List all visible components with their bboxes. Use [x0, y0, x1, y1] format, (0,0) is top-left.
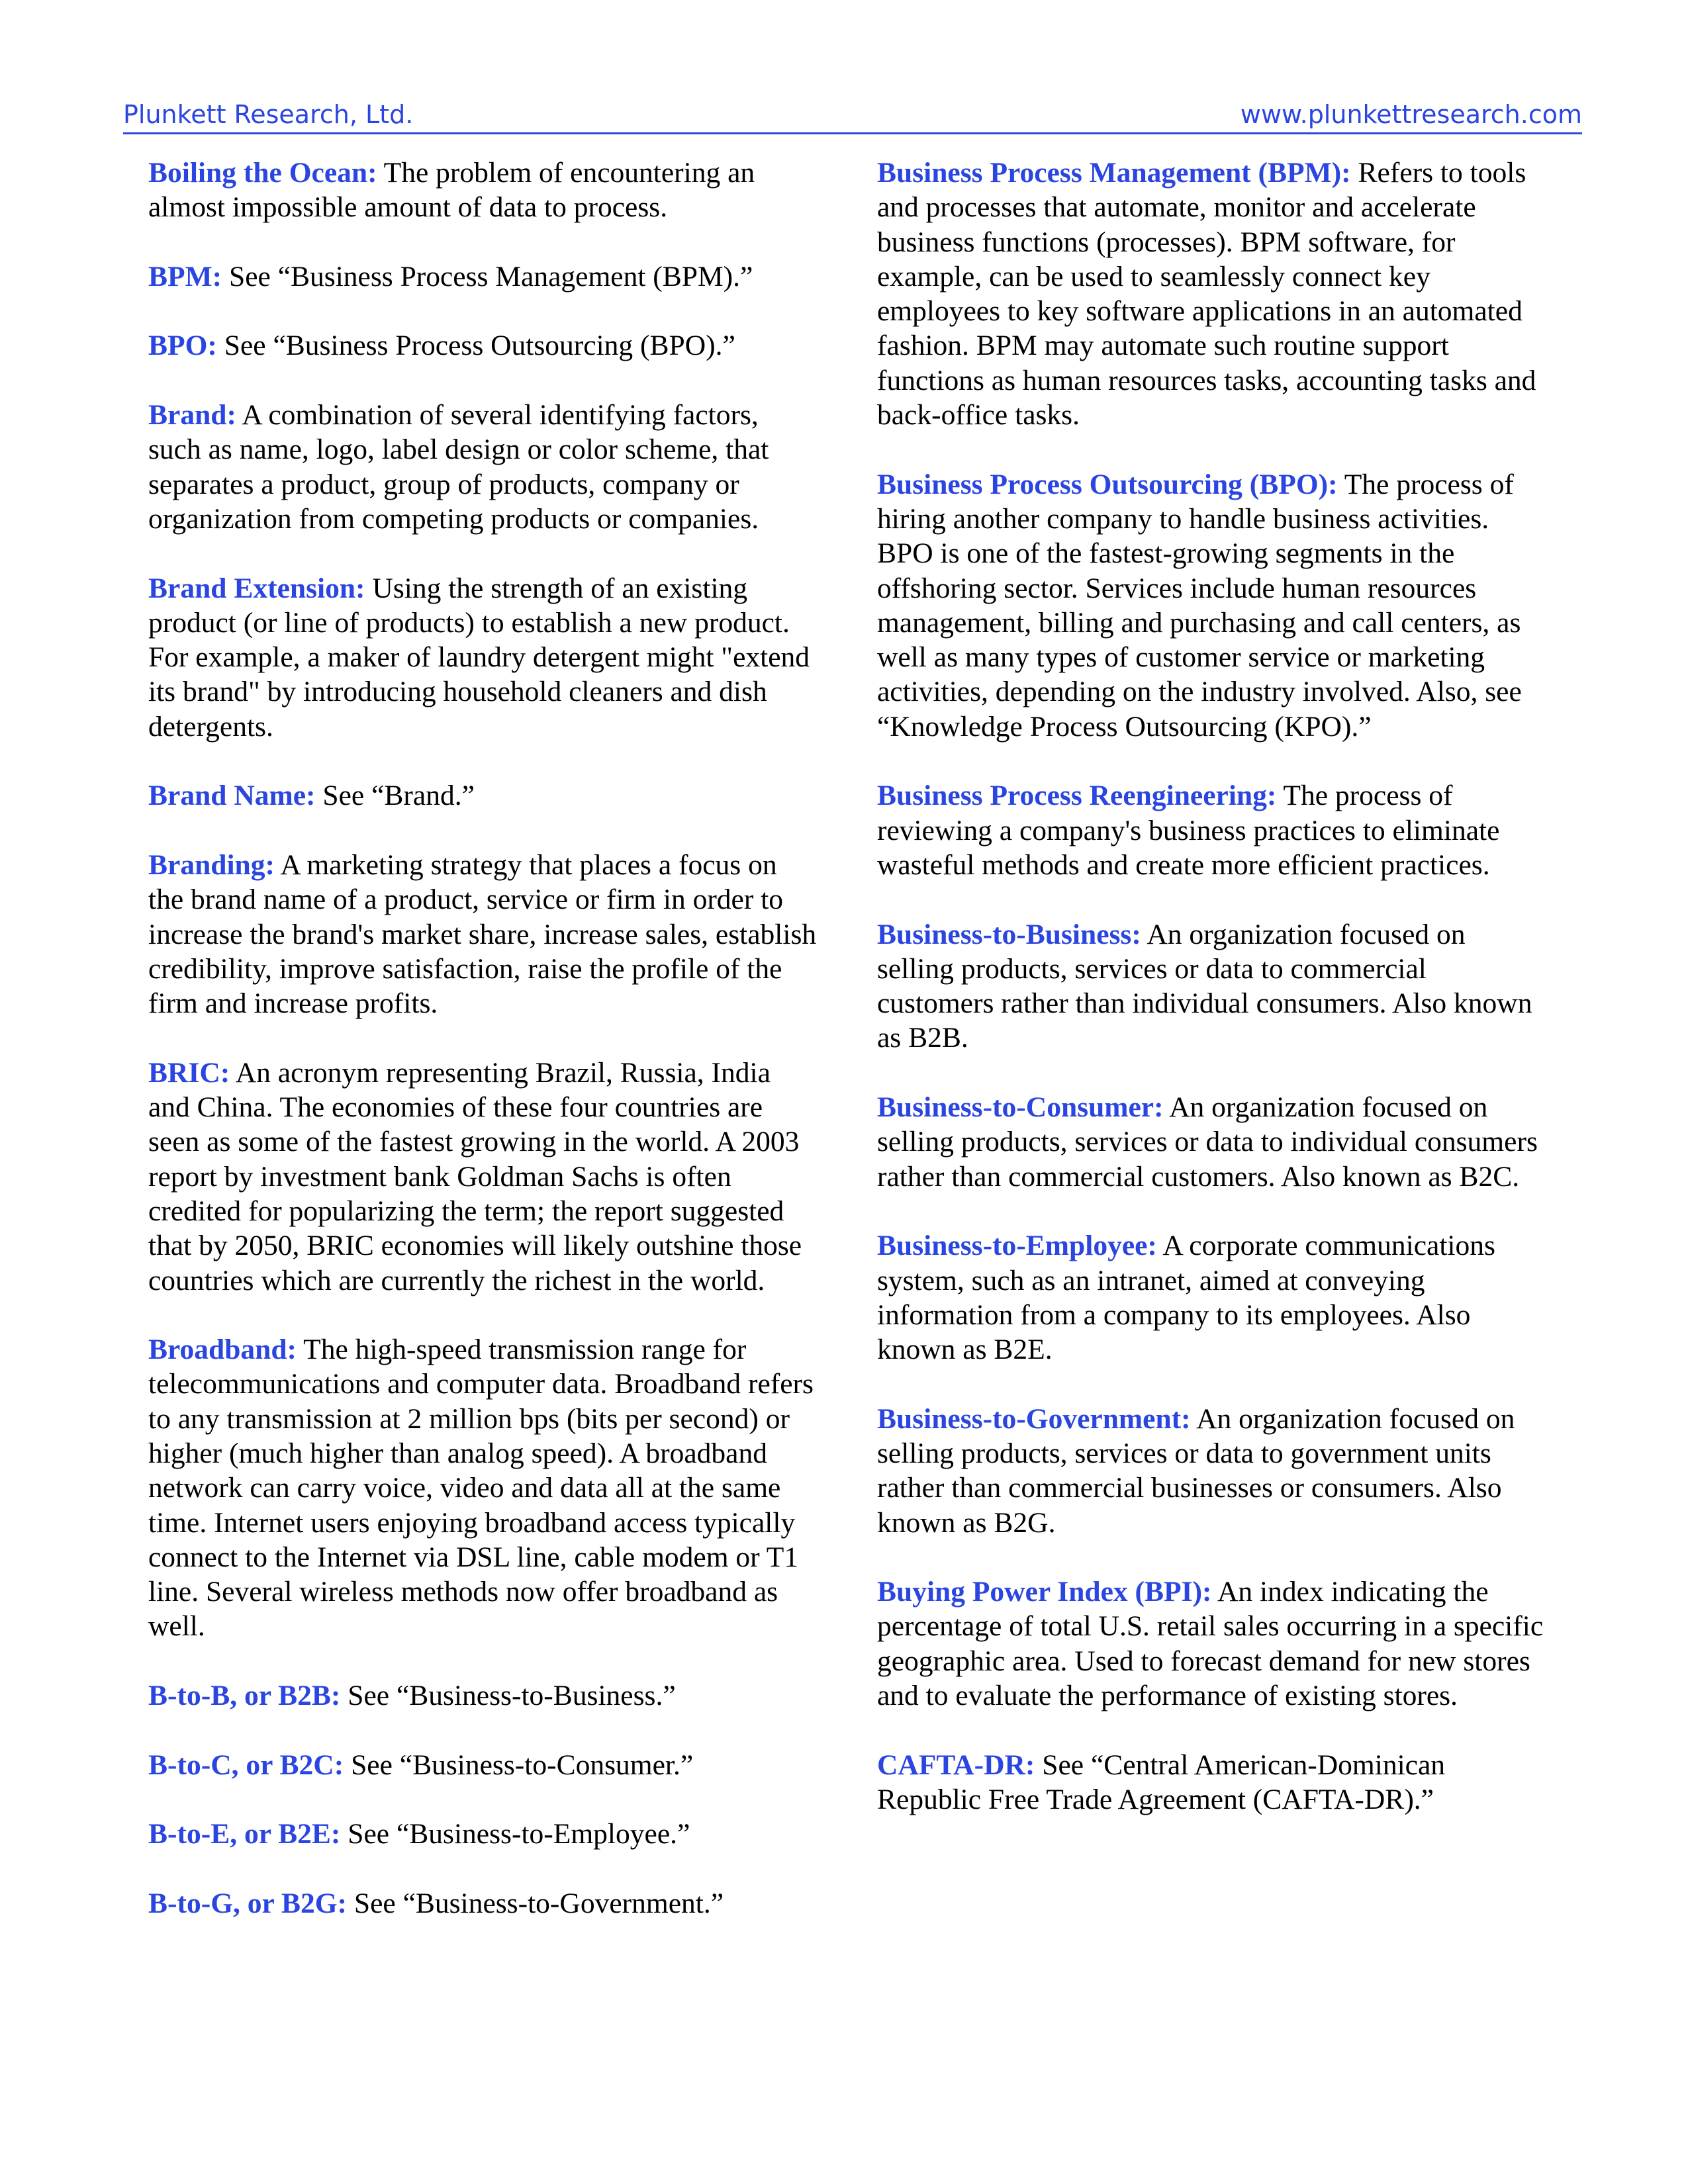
glossary-term: Business-to-Government: [877, 1402, 1191, 1435]
glossary-term: Buying Power Index (BPI): [877, 1576, 1212, 1608]
glossary-left-column [148, 156, 817, 1955]
glossary-term: Business Process Reengineering: [877, 780, 1277, 812]
glossary-term: Brand Extension: [148, 572, 365, 604]
glossary-entry [148, 1886, 817, 1921]
glossary-term: B-to-C, or B2C: [148, 1749, 344, 1781]
glossary-term: BRIC: [148, 1056, 230, 1089]
glossary-entry [148, 848, 817, 1021]
glossary-definition: A marketing strategy that places a focus on the brand name of a product, service or firm in order to increase the brand's market share, increase sales, establish credibility, improve satisfaction, raise the profile of the firm and increase profits. [148, 848, 817, 1020]
glossary-term: Business-to-Business: [877, 918, 1141, 950]
glossary-definition: An organization focused on selling products, services or data to commercial customers rather than individual consumers. Also known as B2B. [877, 918, 1532, 1054]
glossary-term: Business-to-Consumer: [877, 1091, 1164, 1124]
glossary-entry [148, 571, 817, 744]
glossary-definition: The problem of encountering an almost impossible amount of data to process. [148, 157, 755, 224]
glossary-definition: Using the strength of an existing product (or line of products) to establish a new product. For example, a maker of laundry detergent might "extend its brand" by introducing household cleaners and dish detergents. [148, 572, 810, 743]
glossary-term: Broadband: [148, 1334, 297, 1366]
glossary-term: BPO: [148, 330, 217, 362]
glossary-definition: See “Business-to-Consumer.” [344, 1749, 694, 1781]
glossary-entry [877, 156, 1546, 432]
page-header [123, 98, 1582, 134]
glossary-term: Boiling the Ocean: [148, 157, 377, 189]
glossary-entry [148, 1678, 817, 1713]
glossary-entry [877, 1574, 1546, 1713]
glossary-term: B-to-G, or B2G: [148, 1887, 348, 1919]
glossary-definition: See “Brand.” [315, 780, 475, 812]
glossary-entry [877, 467, 1546, 744]
glossary-definition: See “Business-to-Employee.” [340, 1818, 690, 1850]
glossary-entry [877, 1090, 1546, 1194]
glossary-term: Business Process Management (BPM): [877, 157, 1351, 189]
glossary-entry [148, 1748, 817, 1782]
glossary-definition: An acronym representing Brazil, Russia, India and China. The economies of these four countries are seen as some of the fastest growing in the world. A 2003 report by investment bank Goldman Sachs is often credited for popularizing the term; the report suggested that by 2050, BRIC economies will likely outshine those countries which are currently the richest in the world. [148, 1056, 802, 1297]
publisher-name: Plunkett Research, Ltd. [123, 100, 414, 129]
glossary-definition: The process of reviewing a company's business practices to eliminate wasteful methods and create more efficient practices. [877, 780, 1500, 881]
glossary-entry [148, 259, 817, 294]
publisher-url[interactable]: www.plunkettresearch.com [1240, 100, 1582, 129]
glossary-definition: The process of hiring another company to handle business activities. BPO is one of the fastest-growing segments in the offshoring sector. Services include human resources management, billing and purchasing and call centers, as well as many types of customer service or marketing activities, depending on the industry involved. Also, see “Knowledge Process Outsourcing (KPO).” [877, 468, 1522, 743]
glossary-definition: The high-speed transmission range for telecommunications and computer data. Broadband refers to any transmission at 2 million bps (bits per second) or higher (much higher than analog speed). A broadband network can carry voice, video and data all at the same time. Internet users enjoying broadband access typically connect to the Internet via DSL line, cable modem or T1 line. Several wireless methods now offer broadband as well. [148, 1334, 814, 1643]
glossary-term: Brand: [148, 399, 236, 432]
glossary-term: B-to-E, or B2E: [148, 1818, 341, 1850]
glossary-definition: See “Business Process Outsourcing (BPO).” [216, 330, 735, 362]
glossary-definition: An index indicating the percentage of total U.S. retail sales occurring in a specific geographic area. Used to forecast demand for new stores and to evaluate the performance of existing stores. [877, 1576, 1544, 1712]
glossary-definition: A combination of several identifying factors, such as name, logo, label design or color scheme, that separates a product, group of products, company or organization from competing products or companies. [148, 399, 769, 535]
glossary-definition: Refers to tools and processes that automate, monitor and accelerate business functions (processes). BPM software, for example, can be used to seamlessly connect key employees to key software applications in an automated fashion. BPM may automate such routine support functions as human resources tasks, accounting tasks and back-office tasks. [877, 157, 1536, 432]
glossary-right-column [877, 156, 1546, 1852]
glossary-entry [148, 1332, 817, 1644]
glossary-term: Business-to-Employee: [877, 1230, 1157, 1262]
glossary-entry [148, 398, 817, 536]
glossary-definition: A corporate communications system, such as an intranet, aimed at conveying information from a company to its employees. Also known as B2E. [877, 1230, 1495, 1366]
glossary-entry [877, 917, 1546, 1056]
glossary-entry [148, 156, 817, 225]
glossary-entry [148, 778, 817, 813]
glossary-term: Business Process Outsourcing (BPO): [877, 468, 1338, 500]
glossary-term: BPM: [148, 260, 222, 293]
glossary-entry [148, 1817, 817, 1851]
glossary-definition: An organization focused on selling products, services or data to government units rather than commercial businesses or consumers. Also known as B2G. [877, 1402, 1515, 1539]
glossary-term: B-to-B, or B2B: [148, 1680, 341, 1712]
glossary-entry [148, 328, 817, 363]
glossary-definition: An organization focused on selling products, services or data to individual consumers rather than commercial customers. Also known as B2C. [877, 1091, 1538, 1193]
glossary-entry [877, 1748, 1546, 1817]
glossary-definition: See “Central American-Dominican Republic Free Trade Agreement (CAFTA-DR).” [877, 1749, 1446, 1815]
glossary-definition: See “Business-to-Business.” [340, 1680, 676, 1712]
glossary-entry [877, 778, 1546, 882]
glossary-definition: See “Business Process Management (BPM).” [222, 260, 753, 293]
glossary-entry [148, 1056, 817, 1298]
glossary-definition: See “Business-to-Government.” [347, 1887, 724, 1919]
glossary-term: Brand Name: [148, 780, 316, 812]
glossary-entry [877, 1402, 1546, 1540]
glossary-entry [877, 1228, 1546, 1367]
glossary-term: CAFTA-DR: [877, 1749, 1035, 1781]
glossary-term: Branding: [148, 848, 275, 881]
